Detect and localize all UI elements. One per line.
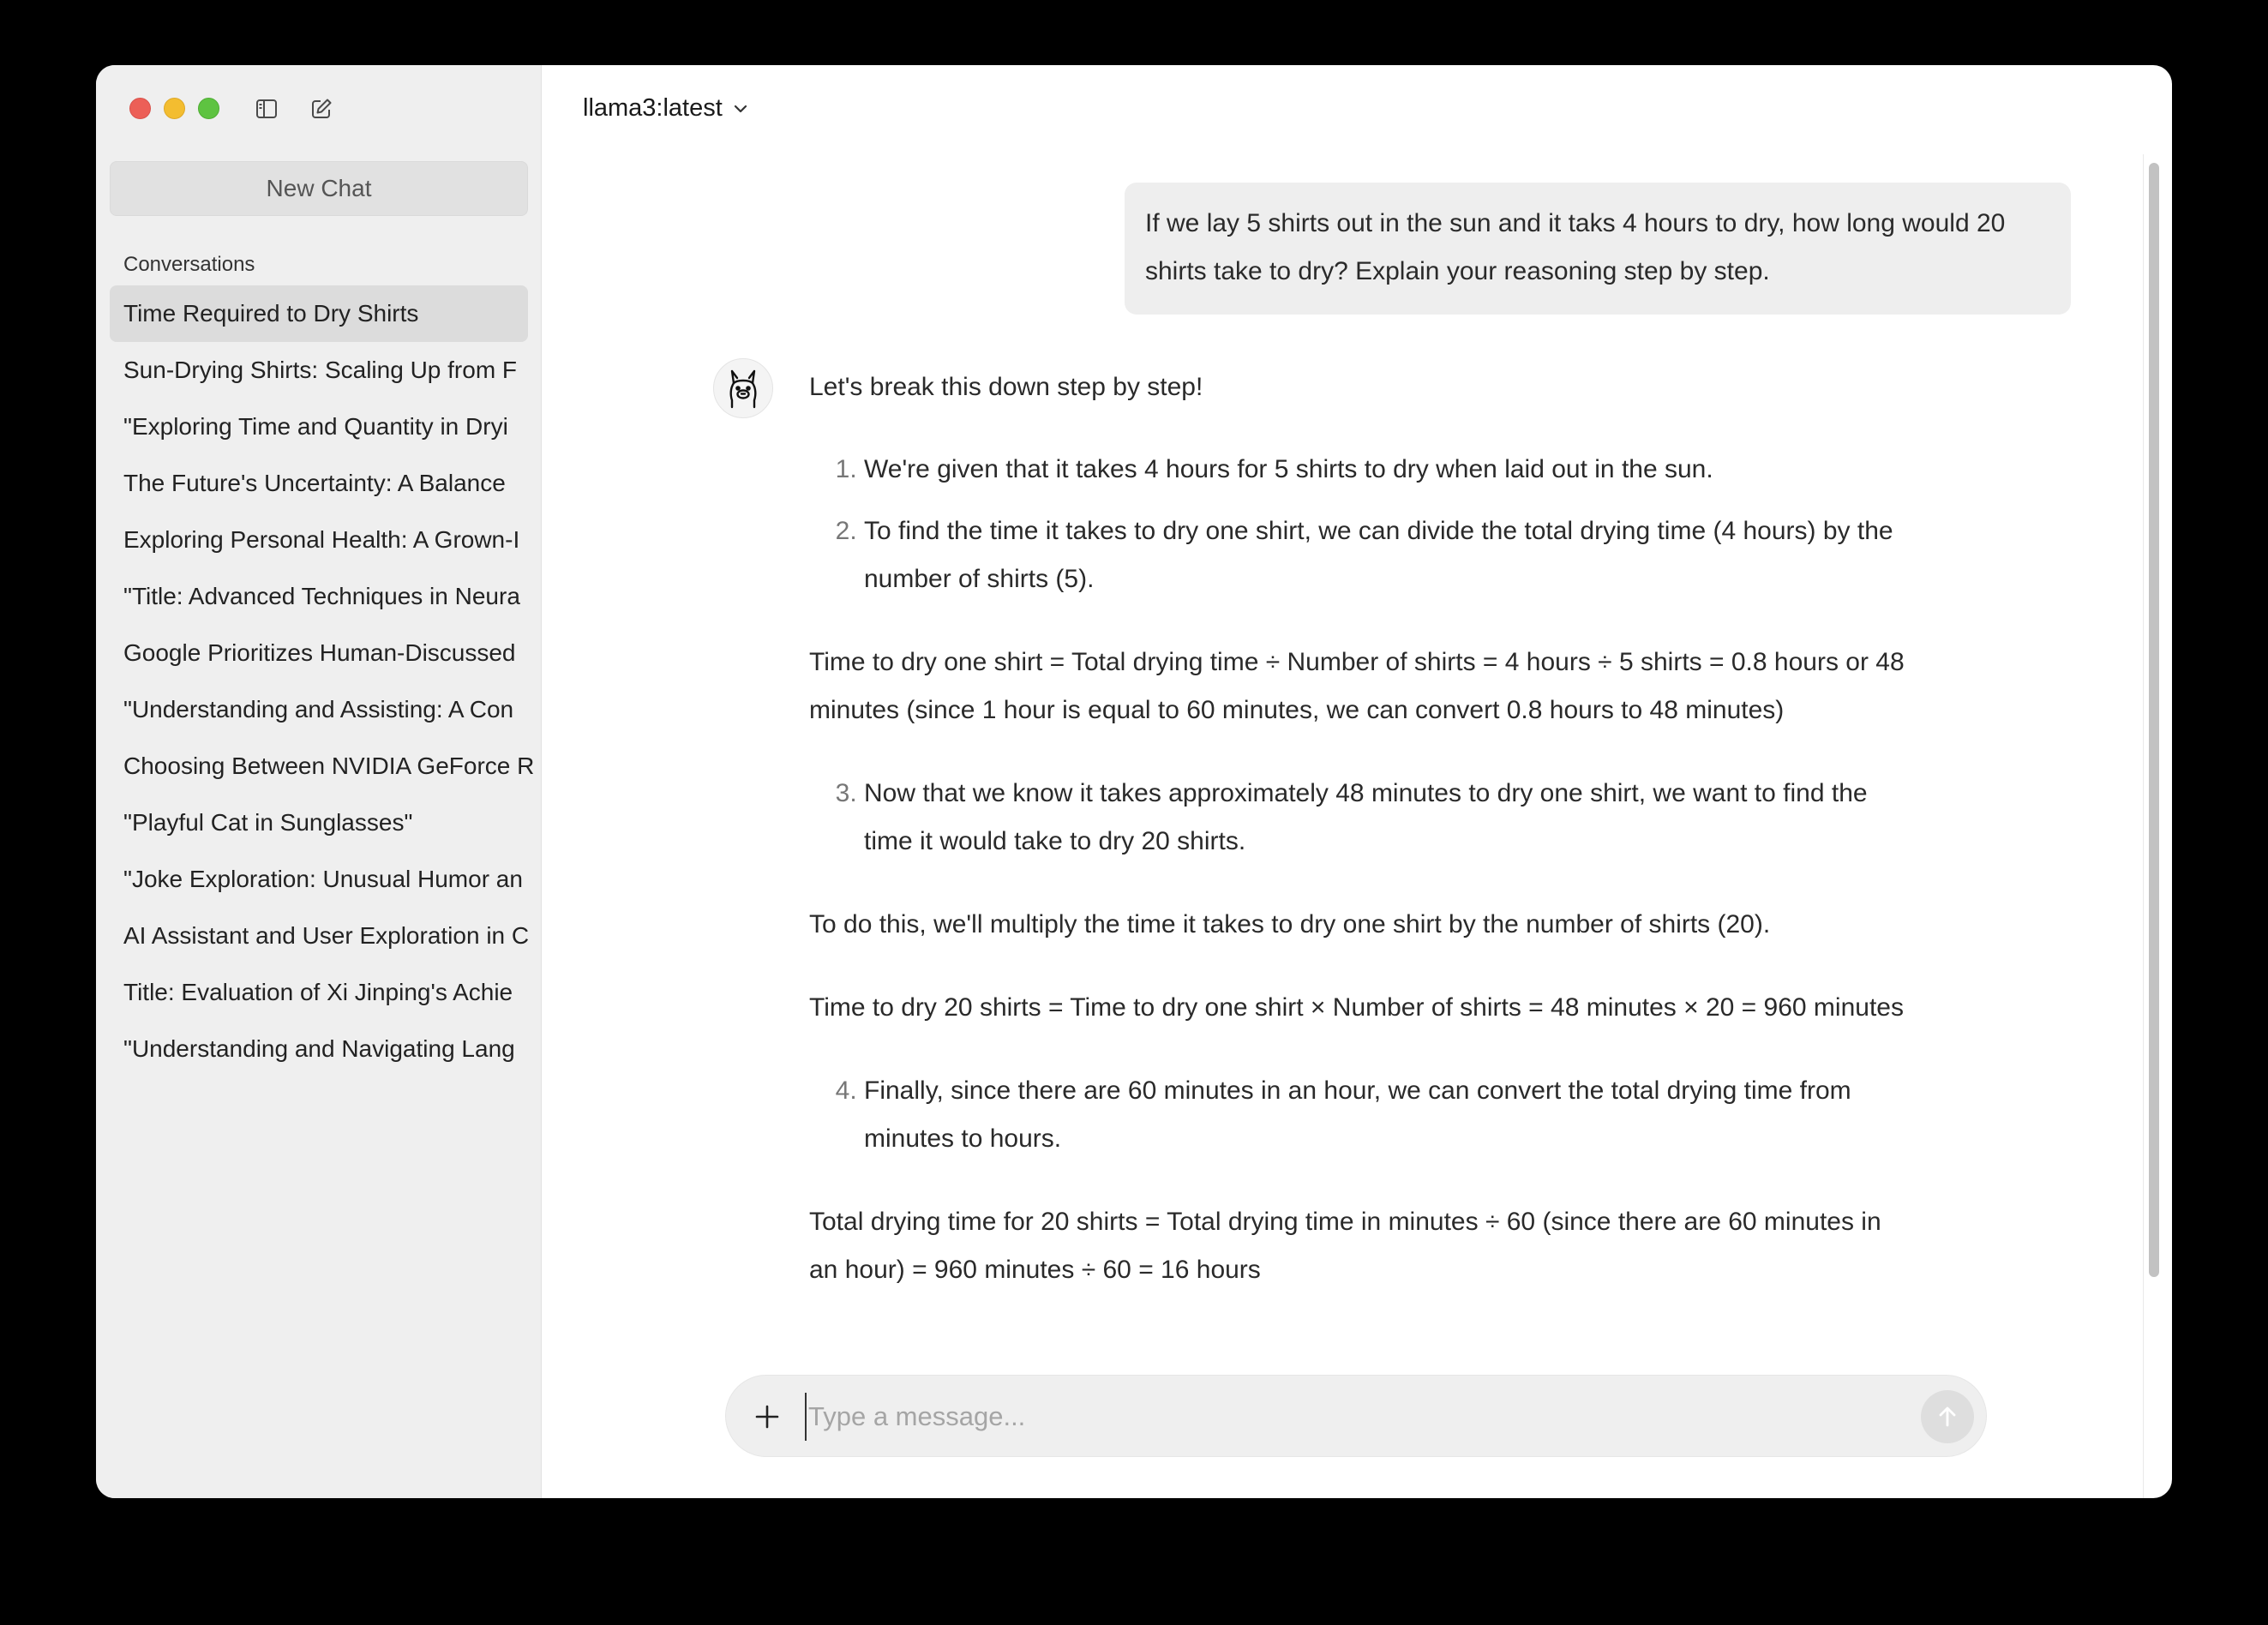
conversation-item[interactable]: Choosing Between NVIDIA GeForce R bbox=[123, 753, 535, 779]
conversation-item[interactable]: Exploring Personal Health: A Grown-I bbox=[123, 526, 520, 553]
step-item: 2. To find the time it takes to dry one shirt, we can divide the total drying time (4 hours) by the number of shirts (5). bbox=[864, 507, 1915, 603]
step-item: 4. Finally, since there are 60 minutes in an hour, we can convert the total drying time from minutes to hours. bbox=[864, 1067, 1915, 1163]
maximize-window-button[interactable] bbox=[198, 98, 219, 119]
chat-panel bbox=[542, 65, 2172, 1498]
minimize-window-button[interactable] bbox=[164, 98, 185, 119]
scrollbar[interactable] bbox=[2143, 154, 2163, 1498]
conversations-heading: Conversations bbox=[123, 253, 255, 276]
step-item: 3. Now that we know it takes approximately 48 minutes to dry one shirt, we want to find the time it would take to dry 20 shirts. bbox=[864, 770, 1915, 866]
conversation-item[interactable]: "Understanding and Assisting: A Con bbox=[123, 696, 514, 723]
app-window bbox=[96, 65, 2172, 1498]
conversation-item[interactable]: Google Prioritizes Human-Discussed bbox=[123, 639, 516, 666]
conversation-list bbox=[110, 285, 542, 1077]
arrow-up-icon bbox=[1935, 1404, 1960, 1430]
conversation-item[interactable]: "Title: Advanced Techniques in Neura bbox=[123, 583, 520, 609]
scrollbar-thumb[interactable] bbox=[2149, 163, 2159, 1277]
conversation-item[interactable]: Time Required to Dry Shirts bbox=[110, 285, 528, 342]
conversation-item[interactable]: "Exploring Time and Quantity in Dryi bbox=[123, 413, 508, 440]
sidebar-toggle-icon[interactable] bbox=[253, 95, 280, 123]
user-message: If we lay 5 shirts out in the sun and it taks 4 hours to dry, how long would 20 shirts take to dry? Explain your reasoning step by step. bbox=[1125, 183, 2071, 315]
step-list bbox=[809, 446, 1915, 603]
conversation-item[interactable]: Sun-Drying Shirts: Scaling Up from F bbox=[123, 357, 518, 383]
window-controls bbox=[129, 98, 219, 119]
llama-icon bbox=[723, 366, 763, 411]
conversation-item[interactable]: AI Assistant and User Exploration in C bbox=[123, 922, 530, 949]
message-input[interactable] bbox=[805, 1393, 1885, 1441]
assistant-paragraph: Total drying time for 20 shirts = Total drying time in minutes ÷ 60 (since there are 60 minutes in an hour) = 960 minutes ÷ 60 = 16 hours bbox=[809, 1208, 1881, 1284]
assistant-paragraph: Time to dry 20 shirts = Time to dry one shirt × Number of shirts = 48 minutes × 20 = 960 minutes bbox=[809, 993, 1904, 1022]
model-name: llama3:latest bbox=[583, 94, 723, 122]
model-selector[interactable] bbox=[583, 94, 750, 123]
close-window-button[interactable] bbox=[129, 98, 151, 119]
conversation-item[interactable]: The Future's Uncertainty: A Balance bbox=[123, 470, 506, 496]
plus-icon[interactable] bbox=[750, 1400, 784, 1434]
conversation-item[interactable]: "Playful Cat in Sunglasses" bbox=[123, 809, 413, 836]
conversation-item[interactable]: Title: Evaluation of Xi Jinping's Achie bbox=[123, 979, 513, 1005]
assistant-message bbox=[809, 363, 1915, 1421]
send-button[interactable] bbox=[1921, 1390, 1974, 1443]
assistant-avatar bbox=[713, 358, 773, 418]
assistant-intro: Let's break this down step by step! bbox=[809, 373, 1203, 401]
new-chat-button[interactable]: New Chat bbox=[110, 161, 528, 216]
conversation-item[interactable]: "Joke Exploration: Unusual Humor an bbox=[123, 866, 523, 892]
step-list bbox=[809, 1067, 1915, 1163]
message-composer bbox=[725, 1375, 1987, 1457]
compose-icon[interactable] bbox=[308, 95, 335, 123]
step-list bbox=[809, 770, 1915, 866]
assistant-paragraph: To do this, we'll multiply the time it takes to dry one shirt by the number of shirts (20). bbox=[809, 910, 1771, 938]
chevron-down-icon bbox=[731, 99, 750, 118]
assistant-paragraph: Time to dry one shirt = Total drying time ÷ Number of shirts = 4 hours ÷ 5 shirts = 0.8 hours or 48 minutes (since 1 hour is equal to 60 minutes, we can convert 0.8 hours to 48 minutes) bbox=[809, 648, 1905, 724]
conversation-item[interactable]: "Understanding and Navigating Lang bbox=[123, 1035, 515, 1062]
step-item: 1. We're given that it takes 4 hours for 5 shirts to dry when laid out in the sun. bbox=[864, 446, 1915, 494]
sidebar bbox=[96, 65, 542, 1498]
